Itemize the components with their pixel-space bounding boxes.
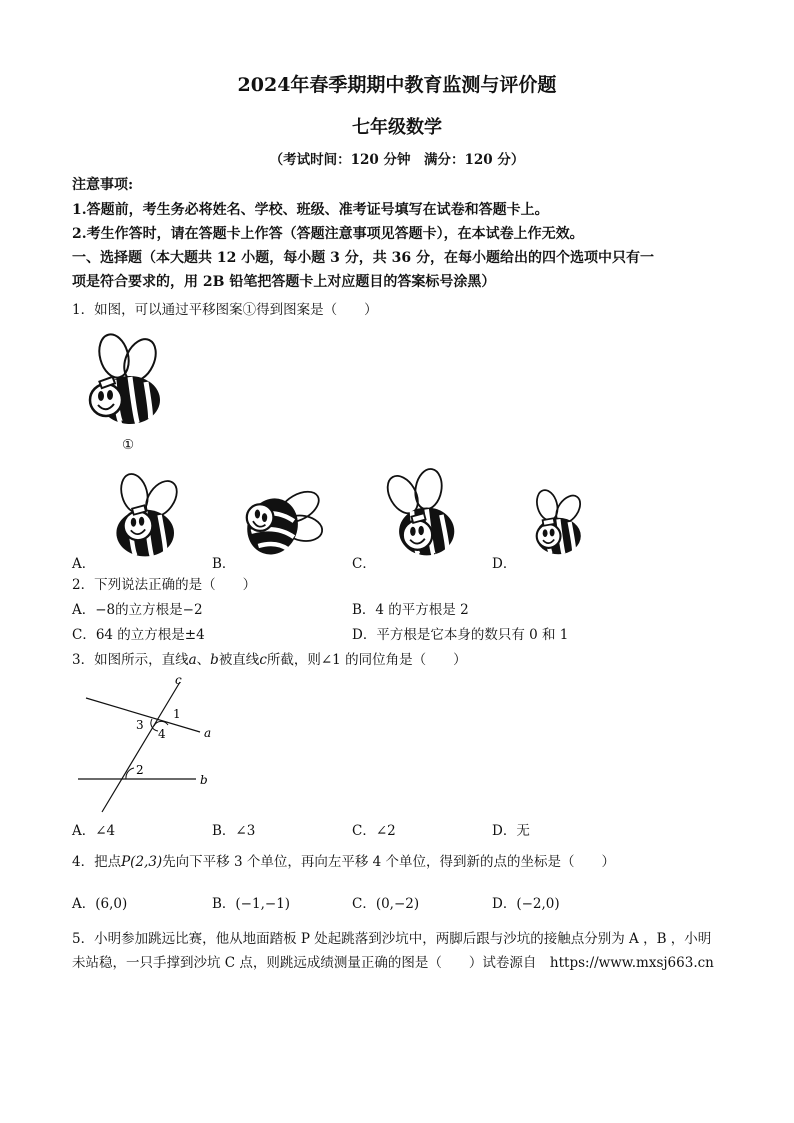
- q3-var-c: c: [259, 652, 267, 668]
- q1-option-b-figure: [240, 482, 330, 562]
- note-item-2: 2.考生作答时，请在答题卡上作答（答题注意事项见答题卡），在本试卷上作无效。: [72, 226, 584, 242]
- q4-option-a[interactable]: A．(6,0): [72, 896, 128, 912]
- q3-stem-pre: 3．如图所示，直线: [72, 652, 189, 668]
- section-heading-line1: 一、选择题（本大题共 12 小题，每小题 3 分，共 36 分，在每小题给出的四个选项中只有一: [72, 250, 654, 266]
- q3-figure: [72, 672, 222, 817]
- page-title: 2024年春季期期中教育监测与评价题: [237, 74, 557, 96]
- q2-option-b[interactable]: B．4 的平方根是 2: [352, 602, 469, 618]
- q2-stem: 2．下列说法正确的是（ ）: [72, 577, 257, 593]
- q1-stem: 1．如图，可以通过平移图案①得到图案是（ ）: [72, 302, 378, 318]
- angle-2: 2: [136, 763, 144, 777]
- q1-figure-label: ①: [122, 437, 135, 453]
- q4-point: P(2,3): [121, 854, 163, 870]
- q4-stem-post: 先向下平移 3 个单位，再向左平移 4 个单位，得到新的点的坐标是（ ）: [162, 854, 616, 870]
- label-c: c: [175, 673, 182, 687]
- q1-option-d-figure: [522, 484, 592, 560]
- q4-stem: [72, 850, 615, 870]
- q3-option-c[interactable]: C．∠2: [352, 823, 396, 839]
- q3-stem-mid2: 所截，则∠1 的同位角是（ ）: [266, 652, 467, 668]
- q3-stem: [72, 648, 467, 668]
- q3-stem-mid: 被直线: [218, 652, 260, 668]
- q4-option-b[interactable]: B．(−1,−1): [212, 896, 291, 912]
- line-c: [102, 682, 180, 812]
- q1-option-c[interactable]: C．: [352, 556, 376, 572]
- q4-option-d[interactable]: D．(−2,0): [492, 896, 560, 912]
- angle-4: 4: [158, 727, 166, 741]
- q1-option-a[interactable]: A．: [72, 556, 96, 572]
- q2-option-d[interactable]: D．平方根是它本身的数只有 0 和 1: [352, 627, 569, 643]
- q4-stem-pre: 4．把点: [72, 854, 122, 870]
- q2-option-c[interactable]: C．64 的立方根是±4: [72, 627, 205, 643]
- page-subtitle: 七年级数学: [352, 117, 442, 138]
- q3-option-a[interactable]: A．∠4: [72, 823, 116, 839]
- q3-option-b[interactable]: B．∠3: [212, 823, 256, 839]
- q2-option-a[interactable]: A．−8的立方根是−2: [72, 602, 203, 618]
- q5-stem-line1: 5．小明参加跳远比赛，他从地面踏板 P 处起跳落到沙坑中，两脚后跟与沙坑的接触点分别为 A ，B ，小明: [72, 931, 712, 947]
- q1-option-a-figure: [102, 470, 192, 560]
- angle-3: 3: [136, 718, 144, 732]
- q1-figure-original: [78, 328, 178, 428]
- q3-var-a: a: [188, 652, 197, 668]
- q1-option-c-figure: [377, 466, 469, 560]
- q1-option-b[interactable]: B．: [212, 556, 236, 572]
- q3-sep: 、: [196, 652, 211, 668]
- section-heading-line2: 项是符合要求的，用 2B 铅笔把答题卡上对应题目的答案标号涂黑）: [72, 274, 496, 290]
- q3-option-d[interactable]: D．无: [492, 823, 530, 839]
- q3-var-b: b: [210, 652, 219, 668]
- label-a: a: [204, 726, 212, 740]
- q5-stem-line2: 未站稳，一只手撑到沙坑 C 点，则跳远成绩测量正确的图是（ ）试卷源自 https://www.mxsj663.cn: [72, 955, 714, 971]
- q4-option-c[interactable]: C．(0,−2): [352, 896, 420, 912]
- q1-option-d[interactable]: D．: [492, 556, 517, 572]
- note-item-1: 1.答题前，考生务必将姓名、学校、班级、准考证号填写在试卷和答题卡上。: [72, 202, 549, 218]
- notes-heading: 注意事项:: [72, 177, 134, 193]
- label-b: b: [200, 773, 208, 787]
- angle-1: 1: [173, 707, 181, 721]
- exam-info: （考试时间：120 分钟 满分：120 分）: [269, 152, 525, 168]
